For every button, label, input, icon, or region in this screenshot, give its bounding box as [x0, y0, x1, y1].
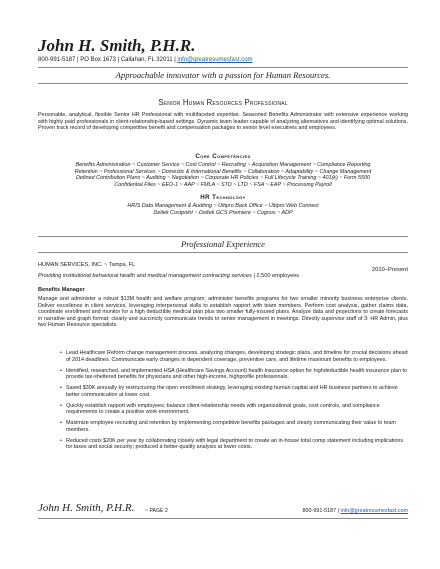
- footer-page-number: ~ PAGE 2: [145, 508, 168, 514]
- list-item: • Identified, researched, and implemented HSA (Healthcare Savings Account) health insurance option for highdeductible health insurance plan to provide tax-sheltered benefits for physicians and other high-income, highprofile professionals.: [60, 368, 408, 381]
- email-link[interactable]: info@greatresumesfast.com: [177, 57, 253, 63]
- experience-rule-top: [38, 236, 408, 237]
- tech-line: HRIS Data Management & Auditing ~ Ultipro Back Office ~ Ultipro Web Connect: [127, 203, 319, 209]
- contact-line: [38, 57, 253, 63]
- list-item: • Saved $30K annually by restructuring the open enrollment strategy, leveraging existing human capital and HR business partners to achieve better communication at lower cost.: [60, 385, 408, 398]
- employment-dates: 2010–Present: [371, 267, 408, 273]
- list-item: • Quickly establish rapport with employees; balance client-relationship needs with organizational goals, cost controls, and compliance requirements to create a positive work environment.: [60, 403, 408, 416]
- hr-technology-heading: HR Technology: [200, 194, 246, 201]
- footer-phone: 800-991-5187 |: [302, 508, 341, 514]
- header-rule: [38, 67, 408, 68]
- footer-email-link[interactable]: info@greatresumesfast.com: [340, 508, 408, 514]
- employee-count: 2,500 employees: [256, 273, 300, 279]
- job-title: Benefits Manager: [38, 287, 85, 293]
- professional-title: [38, 98, 408, 107]
- core-line: Benefits Administration ~ Customer Service ~ Cost Control ~ Recruiting ~ Acquisition Management ~ Compliance Reporting: [75, 162, 371, 168]
- footer-contact: [303, 508, 408, 514]
- footer-rule: [38, 518, 408, 519]
- company-description-text: Providing institutional behavioral health and medical management contracting services: [38, 273, 252, 279]
- role-summary: Manage and administer a robust $13M health and welfare program; administer benefits programs for two smaller minority business enterprise clients. Deliver excellence in client services, leveraging interpersonal skills to establish rapport with team members. Perform cost analysis, gather claims data, coordinate enrollment and monitor for a high deductible medical plan plus two smaller fully-insured plans. Analyze data and projections to create forecasts in narrative and graph format; clearly and succinctly communicate trends to senior management in meetings. Directly supervise staff of 3: HR Admin, plus two Human Resource specialists.: [38, 296, 408, 329]
- hr-technology-list: [38, 203, 408, 216]
- contact-details: 800-991-5187 | PO Box 1673 | Callahan, FL 32011 |: [38, 57, 178, 63]
- list-item: • Lead Healthcare Reform change management process, analyzing changes, developing strategic plans, and timeline for crucial decisions ahead of 2014 deadlines. Communicate early changes in dependent coverage, preventive care, and lifetime maximum benefits to employees.: [60, 350, 408, 363]
- core-competencies-list: [38, 162, 408, 188]
- tagline-rule: [38, 83, 408, 84]
- list-item: • Reduced costs $20K per year by collaborating closely with legal department to create an in-house total comp statement including implications for taxes and social security; produced a better-quality analysis at lower costs.: [60, 438, 408, 451]
- tagline: Approachable innovator with a passion for Human Resources.: [115, 70, 331, 80]
- summary-paragraph: Personable, analytical, flexible Senior HR Professional with multifaceted expertise. Seasoned Benefits Administrator with extensive experience working with highly paid professionals in client-relationship-based settings. Dynamic team leader capable of analyzing alternatives and identifying optimal solutions. Proven track record of developing competitive benefit and compensation packages to senior level executives and employees.: [38, 112, 408, 132]
- core-line: Confidential Files ~ EEO-1 ~ AAP ~ FMLA ~ STD ~ LTD ~ FSA ~ EAP ~ Processing Payroll: [114, 181, 332, 188]
- core-line: Defined Contribution Plans ~ Auditing ~ Negotiation ~ Corporate HR Policies ~ Full Lifecycle Training ~ 401(k) ~ Form 5500: [76, 175, 370, 182]
- employer-line: HUMAN SERVICES, INC. ~ Tampa, FL: [38, 262, 136, 268]
- list-item: • Maximize employee recruiting and retention by implementing competitive benefits packages and clearly communicating their value to team members.: [60, 420, 408, 433]
- core-competencies-heading: Core Competencies: [195, 153, 251, 160]
- achievements-list: [60, 350, 408, 456]
- tech-line: Deltek Costpoint ~ Deltek GCS Premiere ~ Cognos ~ ADP: [153, 209, 293, 216]
- company-description: Providing institutional behavioral health and medical management contracting services | 2,500 employees: [38, 273, 300, 279]
- professional-title-text: Senior Human Resources Professional: [158, 98, 288, 107]
- footer-name: John H. Smith, P.H.R.: [38, 502, 135, 514]
- core-line: Retention ~ Professional Services ~ Domestic & International Benefits ~ Collaboration ~ Adaptability ~ Change Management: [74, 168, 372, 175]
- candidate-name: John H. Smith, P.H.R.: [38, 36, 196, 55]
- experience-rule-bottom: [38, 252, 408, 253]
- experience-heading: Professional Experience: [181, 239, 265, 249]
